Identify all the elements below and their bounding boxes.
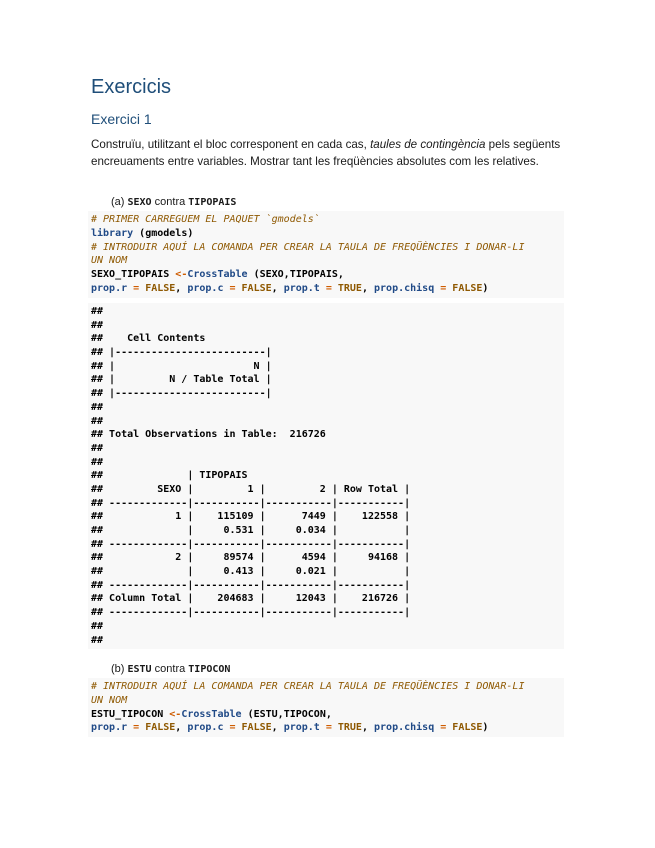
output-line: ## |-------------------------| [91,388,272,400]
code-block-a [88,211,564,298]
output-line: ## [91,319,104,331]
output-line: ## [91,415,104,427]
output-line: ## Cell Contents [91,333,206,345]
output-line: ## -------------|-----------|-----------|-----------| [91,607,411,619]
code-arg-value: FALSE [452,282,483,294]
code-line-args: prop.r = FALSE, prop.c = FALSE, prop.t = TRUE, prop.chisq = FALSE) [91,722,489,734]
code-arg-value: TRUE [337,282,362,294]
output-line: ## | TIPOPAIS [91,470,248,482]
output-line: ## [91,634,104,646]
code-variable: ESTU_TIPOCON [91,708,170,720]
code-arg-value: FALSE [241,282,272,294]
code-args: (gmodels) [133,227,194,239]
code-function: CrossTable [187,269,248,281]
code-arg-name: prop.c [187,282,224,294]
code-arg-value: TRUE [337,722,362,734]
output-line: ## 1 | 115109 | 7449 | 122558 | [91,511,411,523]
code-arg-value: FALSE [452,722,483,734]
part-a-middle: contra [151,196,189,208]
code-arg-value: FALSE [241,722,272,734]
code-function: CrossTable [181,708,242,720]
output-line: ## [91,442,104,454]
code-operator: <- [175,269,188,281]
console-output-a [88,303,564,649]
code-comment: # INTRODUIR AQUÍ LA COMANDA PER CREAR LA TAULA DE FREQÜÈNCIES I DONAR-LI [91,241,525,253]
part-b-var2: TIPOCON [188,664,231,675]
part-a-prefix: (a) [111,196,128,208]
code-arg-name: prop.r [91,282,128,294]
output-line: ## -------------|-----------|-----------|-----------| [91,497,411,509]
code-args: (SEXO,TIPOPAIS, [247,269,344,281]
output-line: ## | 0.531 | 0.034 | | [91,525,411,536]
code-comment: UN NOM [91,255,128,267]
output-line: ## | N / Table Total | [91,374,272,386]
code-arg-value: FALSE [145,282,176,294]
code-line-args: prop.r = FALSE, prop.c = FALSE, prop.t = TRUE, prop.chisq = FALSE) [91,282,489,294]
output-line: ## [91,306,104,317]
code-comment: # PRIMER CARREGUEM EL PAQUET `gmodels` [91,214,320,225]
output-line: ## [91,401,104,413]
code-arg-name: prop.r [91,722,128,734]
part-b-label [111,663,230,675]
output-line: ## Total Observations in Table: 216726 [91,429,326,441]
code-arg-name: prop.t [283,282,320,294]
intro-text-end: pels següents encreuaments entre variables. Mostrar tant les freqüències absolutes com les relatives. [91,138,561,168]
part-a-var1: SEXO [127,197,152,208]
section-title: Exercici 1 [91,111,152,127]
code-block-b [88,678,564,737]
intro-paragraph [91,137,567,170]
code-arg-name: prop.chisq [374,722,435,734]
page-title: Exercicis [91,76,172,98]
part-b-prefix: (b) [111,663,128,675]
code-arg-name: prop.c [187,722,224,734]
output-line: ## -------------|-----------|-----------|-----------| [91,538,411,550]
output-line: ## 2 | 89574 | 4594 | 94168 | [91,552,411,564]
code-variable: SEXO_TIPOPAIS [91,269,176,281]
code-line-assign [91,708,561,722]
code-comment: UN NOM [91,694,128,706]
code-arg-name: prop.chisq [374,282,435,294]
intro-text-start: Construïu, utilitzant el bloc corresponent en cada cas, [91,138,371,151]
code-function: library [91,227,134,239]
output-line: ## SEXO | 1 | 2 | Row Total | [91,483,411,495]
output-line: ## -------------|-----------|-----------|-----------| [91,579,411,591]
code-line-assign [91,268,561,282]
code-comment: # INTRODUIR AQUÍ LA COMANDA PER CREAR LA TAULA DE FREQÜÈNCIES I DONAR-LI [91,681,525,692]
code-line-library [91,227,561,241]
output-line: ## [91,456,104,468]
code-operator: <- [169,708,182,720]
code-arg-name: prop.t [283,722,320,734]
output-line: ## | 0.413 | 0.021 | | [91,566,411,578]
output-line: ## Column Total | 204683 | 12043 | 216726 | [91,593,411,605]
output-line: ## |-------------------------| [91,347,272,359]
output-line: ## [91,620,104,632]
intro-text-italic: taules de contingència [370,138,486,151]
code-arg-value: FALSE [145,722,176,734]
part-b-var1: ESTU [127,664,152,675]
output-line: ## | N | [91,360,272,372]
part-b-middle: contra [151,663,189,675]
part-a-label [111,196,236,208]
code-args: (ESTU,TIPOCON, [241,708,332,720]
part-a-var2: TIPOPAIS [188,197,237,208]
